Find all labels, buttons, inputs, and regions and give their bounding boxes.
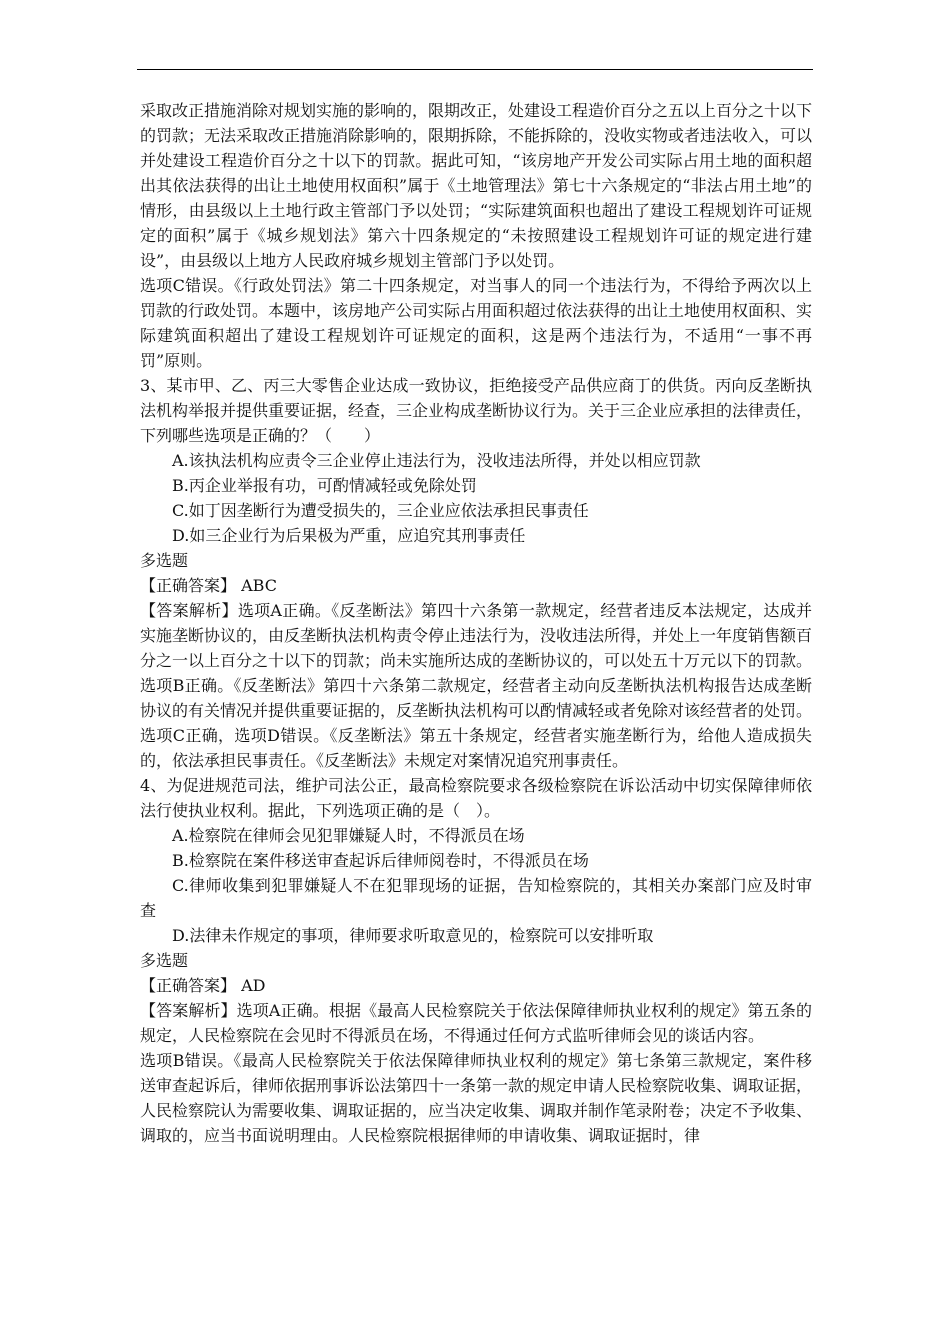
paragraph-continuation: 采取改正措施消除对规划实施的影响的，限期改正，处建设工程造价百分之五以上百分之十以下的罚款；无法采取改正措施消除影响的，限期拆除，不能拆除的，没收实物或者违法收入，可以并处建设工程造价百分之十以下的罚款。据此可知，“该房地产开发公司实际占用土地的面积超出其依法获得的出让土地使用权面积”属于《土地管理法》第七十六条规定的“非法占用土地”的情形，由县级以上土地行政主管部门予以处罚；“实际建筑面积也超出了建设工程规划许可证规定的面积”属于《城乡规划法》第六十四条规定的“未按照建设工程规划许可证的规定进行建设”，由县级以上地方人民政府城乡规划主管部门予以处罚。 xyxy=(140,101,813,270)
question-3-option-c: C.如丁因垄断行为遭受损失的，三企业应依法承担民事责任 xyxy=(172,501,589,520)
question-3-option-d: D.如三企业行为后果极为严重，应追究其刑事责任 xyxy=(172,526,526,545)
question-3-answer: 【正确答案】 ABC xyxy=(140,576,277,595)
question-4-option-c: C.律师收集到犯罪嫌疑人不在犯罪现场的证据，告知检察院的，其相关办案部门应及时审查 xyxy=(140,876,812,920)
question-4-option-d: D.法律未作规定的事项，律师要求听取意见的，检察院可以安排听取 xyxy=(172,926,654,945)
question-4-answer: 【正确答案】 AD xyxy=(140,976,266,995)
question-3-analysis-cd: 选项C正确，选项D错误。《反垄断法》第五十条规定，经营者实施垄断行为，给他人造成损失的，依法承担民事责任。《反垄断法》未规定对案情况追究刑事责任。 xyxy=(140,726,812,770)
question-3-option-a: A.该执法机构应责令三企业停止违法行为，没收违法所得，并处以相应罚款 xyxy=(172,451,701,470)
question-4-option-a: A.检察院在律师会见犯罪嫌疑人时，不得派员在场 xyxy=(172,826,525,845)
question-4-type: 多选题 xyxy=(140,951,189,970)
question-3-analysis-b: 选项B正确。《反垄断法》第四十六条第二款规定，经营者主动向反垄断执法机构报告达成垄断协议的有关情况并提供重要证据的，反垄断执法机构可以酌情减轻或者免除对该经营者的处罚。 xyxy=(140,676,813,720)
question-3-analysis-a: 【答案解析】选项A正确。《反垄断法》第四十六条第一款规定，经营者违反本法规定，达成并实施垄断协议的，由反垄断执法机构责令停止违法行为，没收违法所得，并处上一年度销售额百分之一以上百分之十以下的罚款；尚未实施所达成的垄断协议的，可以处五十万元以下的罚款。 xyxy=(140,601,813,670)
question-4-option-b: B.检察院在案件移送审查起诉后律师阅卷时，不得派员在场 xyxy=(172,851,589,870)
header-rule xyxy=(137,69,813,70)
question-4-analysis-a: 【答案解析】选项A正确。根据《最高人民检察院关于依法保障律师执业权利的规定》第五条的规定，人民检察院在会见时不得派员在场，不得通过任何方式监听律师会见的谈话内容。 xyxy=(140,1001,812,1045)
question-3-option-b: B.丙企业举报有功，可酌情减轻或免除处罚 xyxy=(172,476,477,495)
question-4: 4、为促进规范司法，维护司法公正，最高检察院要求各级检察院在诉讼活动中切实保障律师依法行使执业权利。据此，下列选项正确的是（ ）。 xyxy=(140,776,812,820)
paragraph-option-c-explanation: 选项C错误。《行政处罚法》第二十四条规定，对当事人的同一个违法行为，不得给予两次以上罚款的行政处罚。本题中，该房地产公司实际占用面积超过依法获得的出让土地使用权面积、实际建筑面积超出了建设工程规划许可证规定的面积，这是两个违法行为，不适用“一事不再罚”原则。 xyxy=(140,276,813,370)
question-4-analysis-b: 选项B错误。《最高人民检察院关于依法保障律师执业权利的规定》第七条第三款规定，案件移送审查起诉后，律师依据刑事诉讼法第四十一条第一款的规定申请人民检察院收集、调取证据，人民检察院认为需要收集、调取证据的，应当决定收集、调取并制作笔录附卷；决定不予收集、调取的，应当书面说明理由。人民检察院根据律师的申请收集、调取证据时，律 xyxy=(140,1051,813,1145)
question-3-type: 多选题 xyxy=(140,551,189,570)
question-3: 3、某市甲、乙、丙三大零售企业达成一致协议，拒绝接受产品供应商丁的供货。丙向反垄断执法机构举报并提供重要证据，经查，三企业构成垄断协议行为。关于三企业应承担的法律责任，下列哪些选项是正确的？（ ） xyxy=(140,376,813,445)
document-body xyxy=(140,98,812,1148)
